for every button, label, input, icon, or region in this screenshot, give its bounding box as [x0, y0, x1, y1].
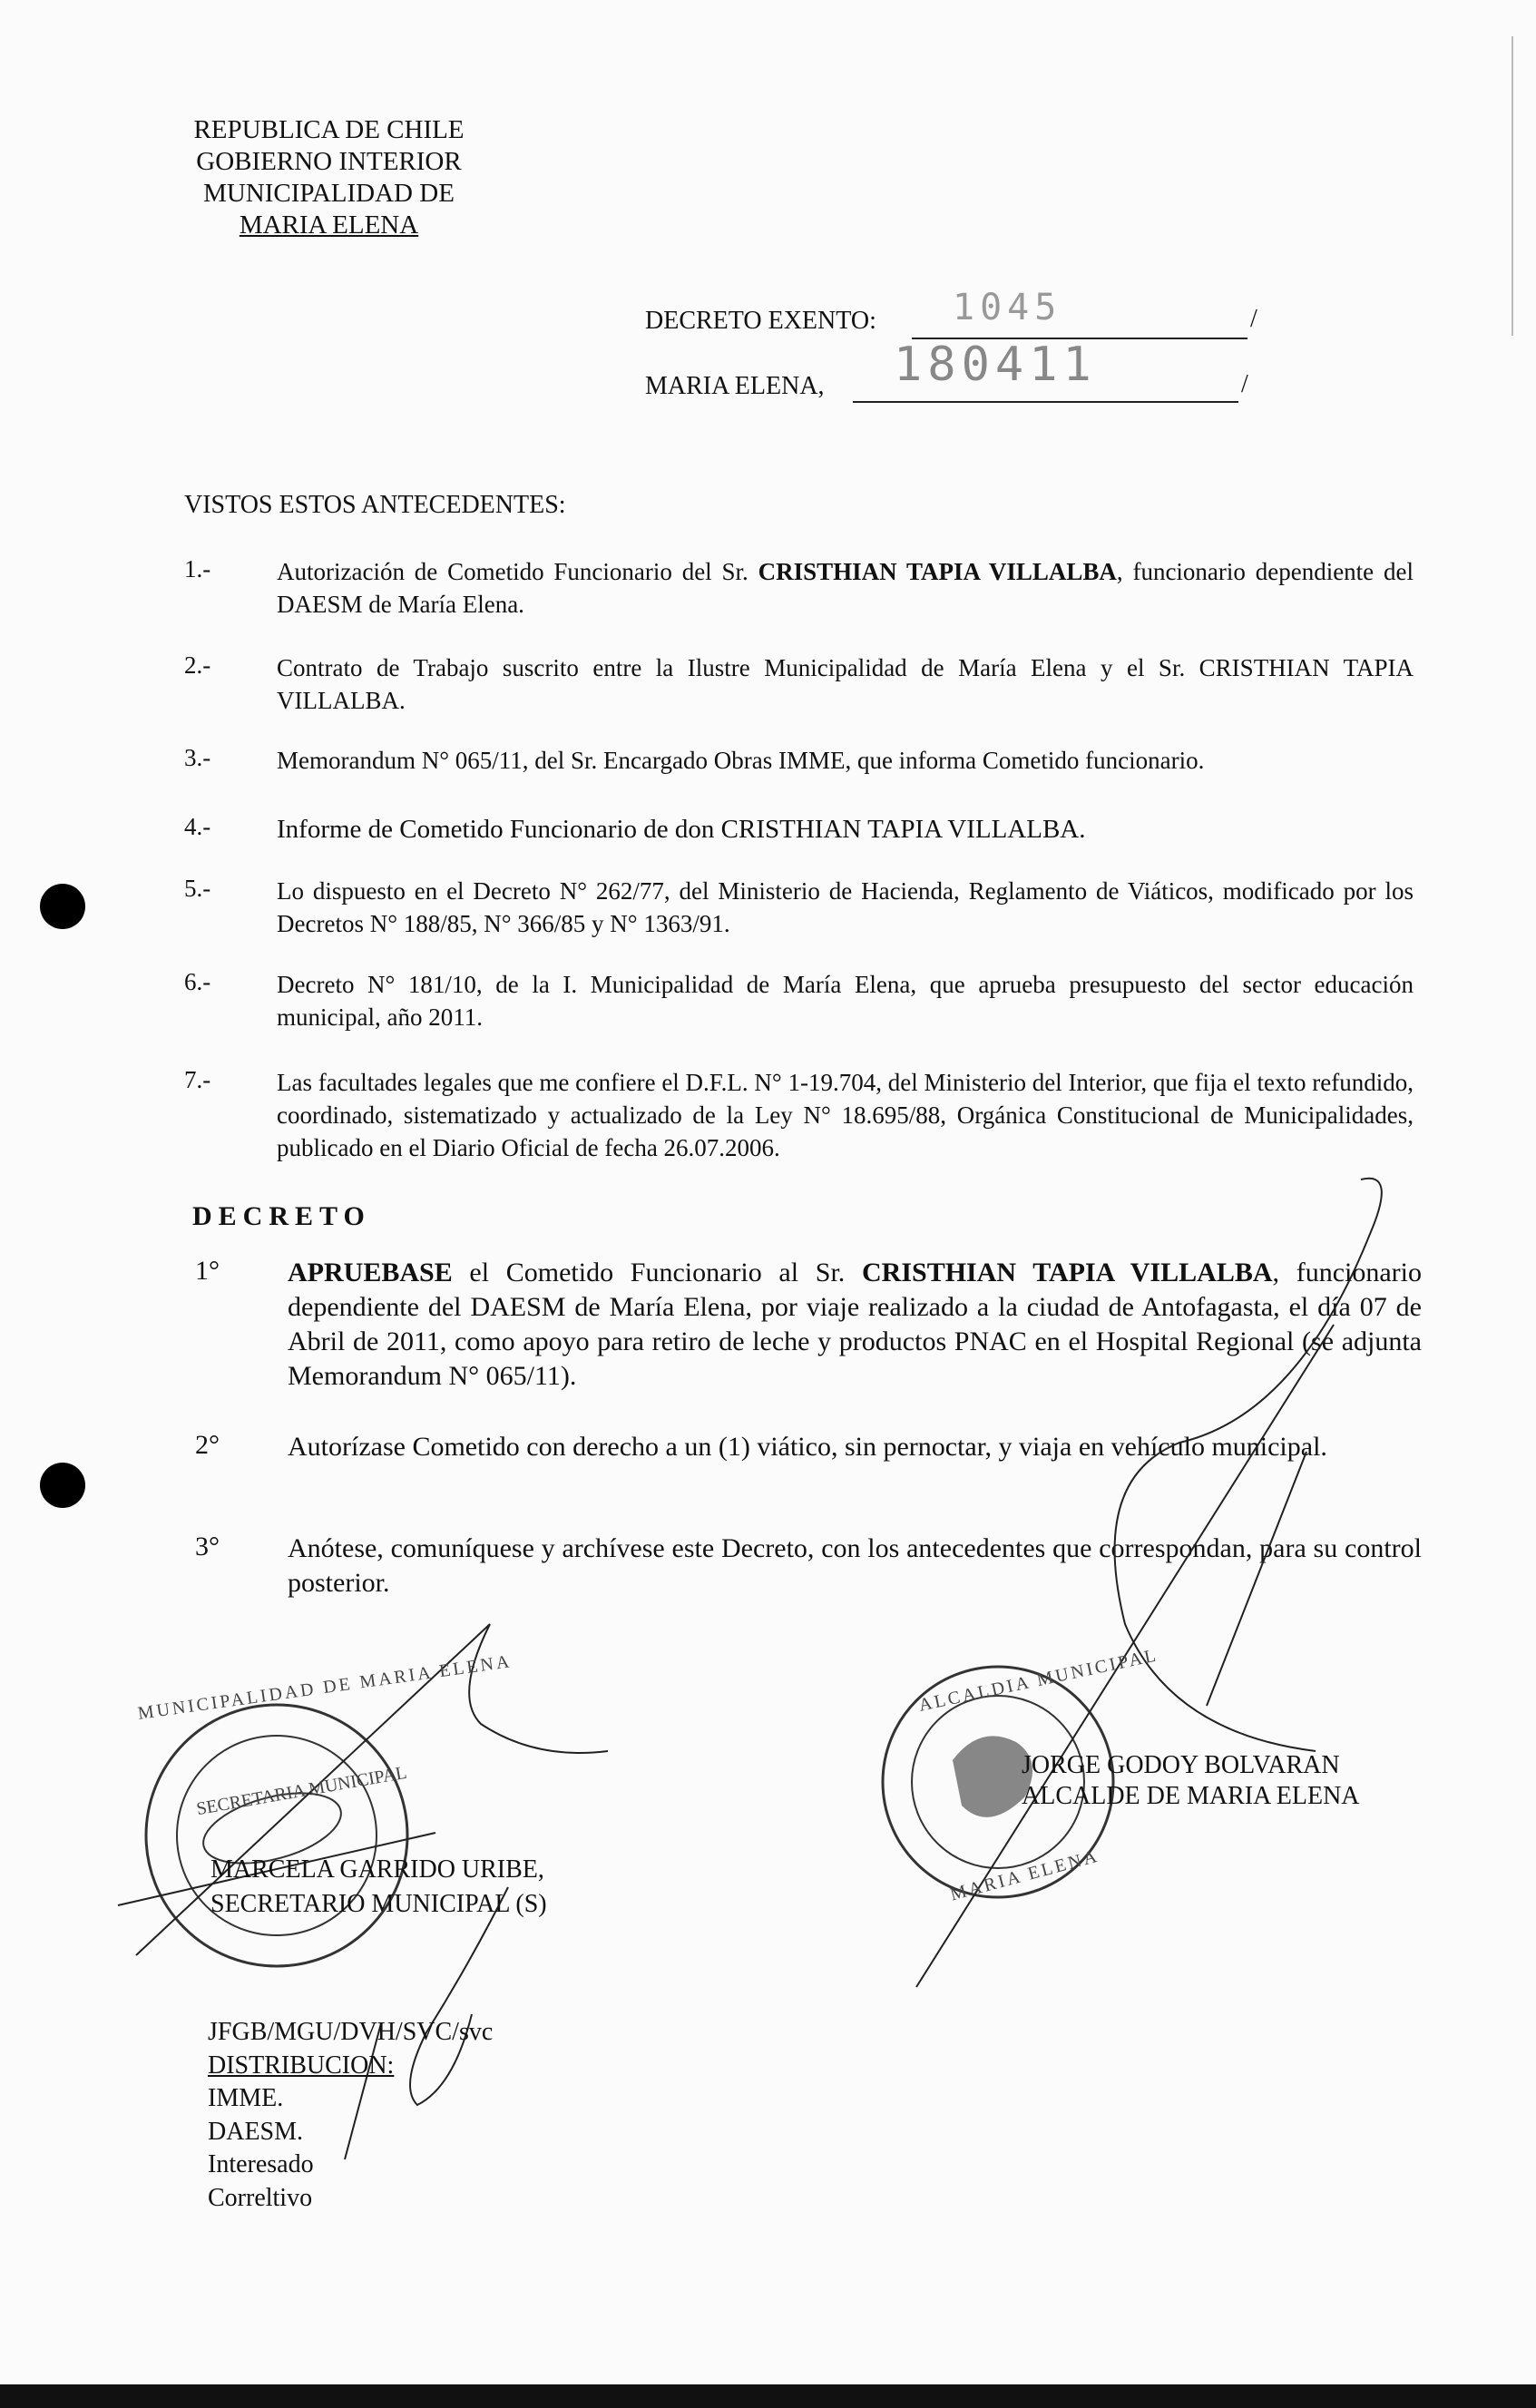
recipient: Correltivo [208, 2183, 313, 2212]
place-label: MARIA ELENA, [645, 372, 825, 400]
decreto-item: Autorízase Cometido con derecho a un (1) viático, sin pernoctar, y viaja en vehículo municipal. [288, 1432, 1327, 1462]
item-text: Autorización de Cometido Funcionario del Sr. [277, 558, 758, 585]
recipient: IMME. [208, 2084, 284, 2112]
signer-left-title: SECRETARIO MUNICIPAL (S) [210, 1890, 547, 1918]
recipient: Interesado [208, 2150, 314, 2178]
signer-right-title: ALCALDE DE MARIA ELENA [1022, 1782, 1360, 1810]
vistos-item: Lo dispuesto en el Decreto N° 262/77, del Ministerio de Hacienda, Reglamento de Viáticos, modificado por los Decretos N° 188/85, N° 366/85 y N° 1363/91. [277, 877, 1414, 937]
decreto-number-stamp: 1045 [953, 287, 1062, 328]
signer-left-name: MARCELA GARRIDO URIBE, [210, 1855, 544, 1884]
decreto-title: DECRETO [192, 1201, 371, 1231]
slash: / [1250, 305, 1257, 333]
letterhead-line: MARIA ELENA [239, 210, 419, 240]
vistos-item-number: 3.- [184, 744, 211, 771]
date-stamp: 180411 [894, 338, 1097, 392]
vistos-item-number: 1.- [184, 555, 211, 582]
item-text: , funcionario dependiente del DAESM de María Elena. [277, 558, 1414, 618]
letterhead-line: REPUBLICA DE CHILE [193, 115, 465, 144]
distribution-block [208, 2016, 493, 2215]
vistos-item-number: 4.- [184, 813, 211, 840]
decreto-item-number: 3° [195, 1532, 220, 1561]
vistos-item-number: 2.- [184, 651, 211, 679]
item-text: , funcionario dependiente del DAESM de María Elena, por viaje realizado a la ciudad de Antofagasta, el día 07 de Abril de 2011, como apoyo para retiro de leche y productos PNAC en el Hospital Regional (se adjunta Memorandum N° 065/11). [288, 1258, 1422, 1391]
decreto-item-number: 1° [195, 1256, 220, 1286]
vistos-item: Las facultades legales que me confiere el D.F.L. N° 1-19.704, del Ministerio del Interior, que fija el texto refundido, coordinado, sistematizado y actualizado de la Ley N° 18.695/88, Orgánica Constitucional de Municipalidades, publicado en el Diario Oficial de fecha 26.07.2006. [277, 1069, 1414, 1161]
vistos-item: Memorandum N° 065/11, del Sr. Encargado Obras IMME, que informa Cometido funcionario. [277, 747, 1205, 774]
person-name: CRISTHIAN TAPIA VILLALBA [862, 1258, 1273, 1287]
vistos-item: Contrato de Trabajo suscrito entre la Ilustre Municipalidad de María Elena y el Sr. CRISTHIAN TAPIA VILLALBA. [277, 654, 1414, 714]
decreto-item: Anótese, comuníquese y archívese este Decreto, con los antecedentes que correspondan, para su control posterior. [288, 1533, 1422, 1598]
keyword: APRUEBASE [288, 1258, 453, 1287]
vistos-item: Decreto N° 181/10, de la I. Municipalidad de María Elena, que aprueba presupuesto del sector educación municipal, año 2011. [277, 971, 1414, 1031]
decreto-exento-label: DECRETO EXENTO: [645, 307, 876, 335]
vistos-item-number: 5.- [184, 875, 211, 902]
decreto-item-number: 2° [195, 1430, 220, 1460]
item-text: el Cometido Funcionario al Sr. [452, 1258, 862, 1287]
vistos-title: VISTOS ESTOS ANTECEDENTES: [184, 491, 566, 519]
recipient: DAESM. [208, 2117, 304, 2146]
handwritten-signature-right [916, 1179, 1382, 1987]
letterhead-line: GOBIERNO INTERIOR [196, 147, 462, 176]
vistos-item-number: 7.- [184, 1066, 211, 1093]
person-name: CRISTHIAN TAPIA VILLALBA [758, 558, 1117, 585]
secretaria-stamp [146, 1705, 407, 1966]
slash: / [1241, 370, 1248, 398]
letterhead-line: MUNICIPALIDAD DE [203, 179, 455, 208]
stamp-top-text: ALCALDIA MUNICIPAL [916, 1645, 1160, 1716]
initials: JFGB/MGU/DVH/SVC/svc [208, 2018, 494, 2046]
distribution-label: DISTRIBUCION: [208, 2051, 395, 2080]
vistos-item-number: 6.- [184, 968, 211, 995]
signer-right-name: JORGE GODOY BOLVARAN [1022, 1751, 1340, 1779]
stamp-inner-text: SECRETARIA MUNICIPAL [194, 1762, 409, 1820]
vistos-item: Informe de Cometido Funcionario de don CRISTHIAN TAPIA VILLALBA. [277, 815, 1086, 844]
stamp-outer-text: MUNICIPALIDAD DE MARIA ELENA [136, 1651, 514, 1724]
stamp-bottom-text: MARIA ELENA [948, 1845, 1102, 1905]
